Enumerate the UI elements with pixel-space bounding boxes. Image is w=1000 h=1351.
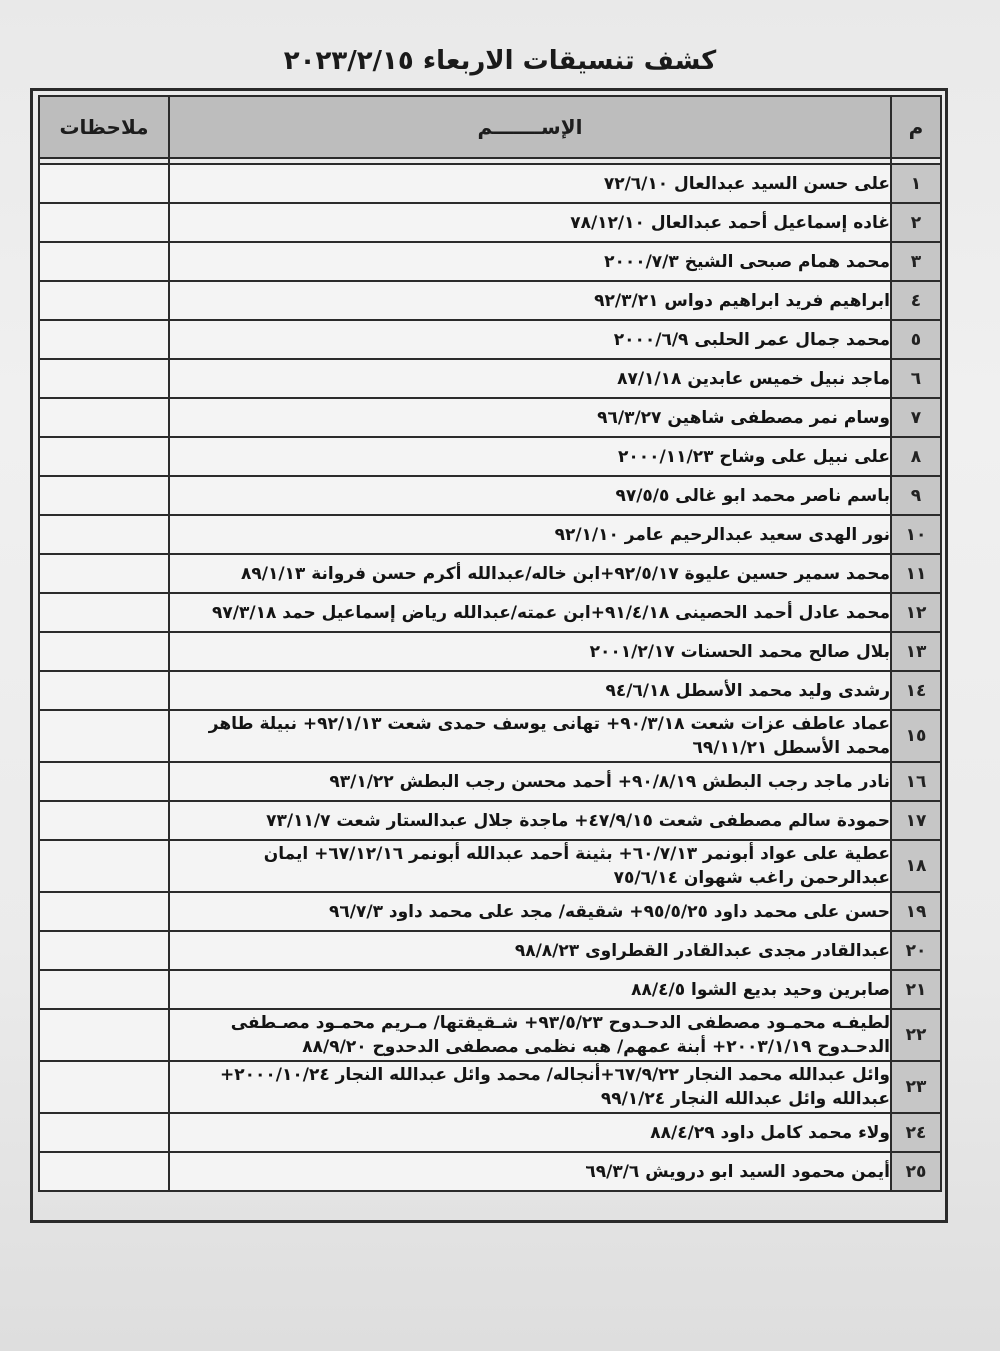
table-row (39, 931, 941, 970)
row-notes (39, 320, 169, 359)
table-row (39, 398, 941, 437)
row-number: ٩ (891, 476, 941, 515)
row-number: ٢٢ (891, 1009, 941, 1061)
row-notes (39, 970, 169, 1009)
row-number: ٤ (891, 281, 941, 320)
row-notes (39, 515, 169, 554)
header-number: م (891, 96, 941, 158)
row-notes (39, 801, 169, 840)
table-row (39, 281, 941, 320)
row-number: ١ (891, 164, 941, 203)
row-notes (39, 671, 169, 710)
table-row (39, 437, 941, 476)
row-notes (39, 554, 169, 593)
row-number: ٢ (891, 203, 941, 242)
row-name: أيمن محمود السيد ابو درويش ٦٩/٣/٦ (169, 1152, 891, 1191)
row-number: ١٨ (891, 840, 941, 892)
header-name: الإســـــــم (169, 96, 891, 158)
row-number: ٢٥ (891, 1152, 941, 1191)
row-notes (39, 1113, 169, 1152)
row-number: ٢٣ (891, 1061, 941, 1113)
row-number: ٨ (891, 437, 941, 476)
table-row (39, 164, 941, 203)
row-name: غاده إسماعيل أحمد عبدالعال ٧٨/١٢/١٠ (169, 203, 891, 242)
roster-body (39, 158, 941, 1191)
row-number: ١٥ (891, 710, 941, 762)
table-row (39, 1061, 941, 1113)
table-row (39, 1113, 941, 1152)
row-name: عبدالقادر مجدى عبدالقادر القطراوى ٩٨/٨/٢٣ (169, 931, 891, 970)
row-number: ١٩ (891, 892, 941, 931)
table-row (39, 1152, 941, 1191)
row-notes (39, 242, 169, 281)
row-name: وسام نمر مصطفى شاهين ٩٦/٣/٢٧ (169, 398, 891, 437)
table-row (39, 632, 941, 671)
table-row (39, 710, 941, 762)
row-notes (39, 931, 169, 970)
row-name: عطية على عواد أبونمر ٦٠/٧/١٣+ بثينة أحمد عبدالله أبونمر ٦٧/١٢/١٦+ ايمان عبدالرحمن راغب شهوان ٧٥/٦/١٤ (169, 840, 891, 892)
row-name: وائل عبدالله محمد النجار ٦٧/٩/٢٢+أنجاله/ محمد وائل عبدالله النجار ٢٠٠٠/١٠/٢٤+ عبدالله وائل عبدالله النجار ٩٩/١/٢٤ (169, 1061, 891, 1113)
row-notes (39, 359, 169, 398)
row-notes (39, 203, 169, 242)
table-row (39, 593, 941, 632)
table-row (39, 359, 941, 398)
row-number: ١٦ (891, 762, 941, 801)
row-number: ٣ (891, 242, 941, 281)
document-title: كشف تنسيقات الاربعاء ٢٠٢٣/٢/١٥ (283, 46, 717, 76)
row-notes (39, 1009, 169, 1061)
row-name: ماجد نبيل خميس عابدين ٨٧/١/١٨ (169, 359, 891, 398)
row-number: ٦ (891, 359, 941, 398)
row-notes (39, 593, 169, 632)
row-name: محمد سمير حسين عليوة ٩٢/٥/١٧+ابن خاله/عبدالله أكرم حسن فروانة ٨٩/١/١٣ (169, 554, 891, 593)
row-name: نادر ماجد رجب البطش ٩٠/٨/١٩+ أحمد محسن رجب البطش ٩٣/١/٢٢ (169, 762, 891, 801)
table-row (39, 242, 941, 281)
row-name: نور الهدى سعيد عبدالرحيم عامر ٩٢/١/١٠ (169, 515, 891, 554)
row-number: ١٤ (891, 671, 941, 710)
table-row (39, 970, 941, 1009)
row-notes (39, 281, 169, 320)
table-row (39, 801, 941, 840)
row-name: ولاء محمد كامل داود ٨٨/٤/٢٩ (169, 1113, 891, 1152)
row-name: محمد همام صبحى الشيخ ٢٠٠٠/٧/٣ (169, 242, 891, 281)
row-number: ٢٤ (891, 1113, 941, 1152)
row-number: ١٧ (891, 801, 941, 840)
row-notes (39, 632, 169, 671)
row-notes (39, 892, 169, 931)
row-number: ٢٠ (891, 931, 941, 970)
table-row (39, 892, 941, 931)
row-number: ٢١ (891, 970, 941, 1009)
row-name: على نبيل على وشاح ٢٠٠٠/١١/٢٣ (169, 437, 891, 476)
row-number: ١٠ (891, 515, 941, 554)
row-number: ١٣ (891, 632, 941, 671)
row-notes (39, 437, 169, 476)
table-header-row (39, 96, 941, 158)
roster-table (38, 95, 942, 1192)
row-name: صابرين وحيد بديع الشوا ٨٨/٤/٥ (169, 970, 891, 1009)
row-number: ٥ (891, 320, 941, 359)
table-row (39, 840, 941, 892)
row-name: على حسن السيد عبدالعال ٧٢/٦/١٠ (169, 164, 891, 203)
row-notes (39, 1061, 169, 1113)
row-notes (39, 762, 169, 801)
table-row (39, 515, 941, 554)
row-name: محمد عادل أحمد الحصينى ٩١/٤/١٨+ابن عمته/عبدالله رياض إسماعيل حمد ٩٧/٣/١٨ (169, 593, 891, 632)
row-notes (39, 398, 169, 437)
row-number: ١١ (891, 554, 941, 593)
row-name: حمودة سالم مصطفى شعت ٤٧/٩/١٥+ ماجدة جلال عبدالستار شعت ٧٣/١١/٧ (169, 801, 891, 840)
row-name: عماد عاطف عزات شعت ٩٠/٣/١٨+ تهانى يوسف حمدى شعت ٩٢/١/١٣+ نبيلة طاهر محمد الأسطل ٦٩/١١/٢١ (169, 710, 891, 762)
table-row (39, 320, 941, 359)
row-name: باسم ناصر محمد ابو غالى ٩٧/٥/٥ (169, 476, 891, 515)
table-row (39, 1009, 941, 1061)
table-row (39, 762, 941, 801)
row-number: ٧ (891, 398, 941, 437)
row-name: محمد جمال عمر الحلبى ٢٠٠٠/٦/٩ (169, 320, 891, 359)
table-row (39, 554, 941, 593)
row-notes (39, 476, 169, 515)
table-row (39, 671, 941, 710)
row-notes (39, 840, 169, 892)
table-row (39, 476, 941, 515)
row-notes (39, 164, 169, 203)
row-name: لطيفـه محمـود مصطفى الدحـدوح ٩٣/٥/٢٣+ شـقيقتها/ مـريم محمـود مصـطفى الدحـدوح ٢٠٠٣/١/١٩+ أبنة عمهم/ هبه نظمى مصطفى الدحدوح ٨٨/٩/٢٠ (169, 1009, 891, 1061)
row-notes (39, 1152, 169, 1191)
row-name: بلال صالح محمد الحسنات ٢٠٠١/٢/١٧ (169, 632, 891, 671)
row-notes (39, 710, 169, 762)
row-name: حسن على محمد داود ٩٥/٥/٢٥+ شقيقه/ مجد على محمد داود ٩٦/٧/٣ (169, 892, 891, 931)
table-row (39, 203, 941, 242)
row-name: ابراهيم فريد ابراهيم دواس ٩٢/٣/٢١ (169, 281, 891, 320)
row-number: ١٢ (891, 593, 941, 632)
row-name: رشدى وليد محمد الأسطل ٩٤/٦/١٨ (169, 671, 891, 710)
header-notes: ملاحظات (39, 96, 169, 158)
